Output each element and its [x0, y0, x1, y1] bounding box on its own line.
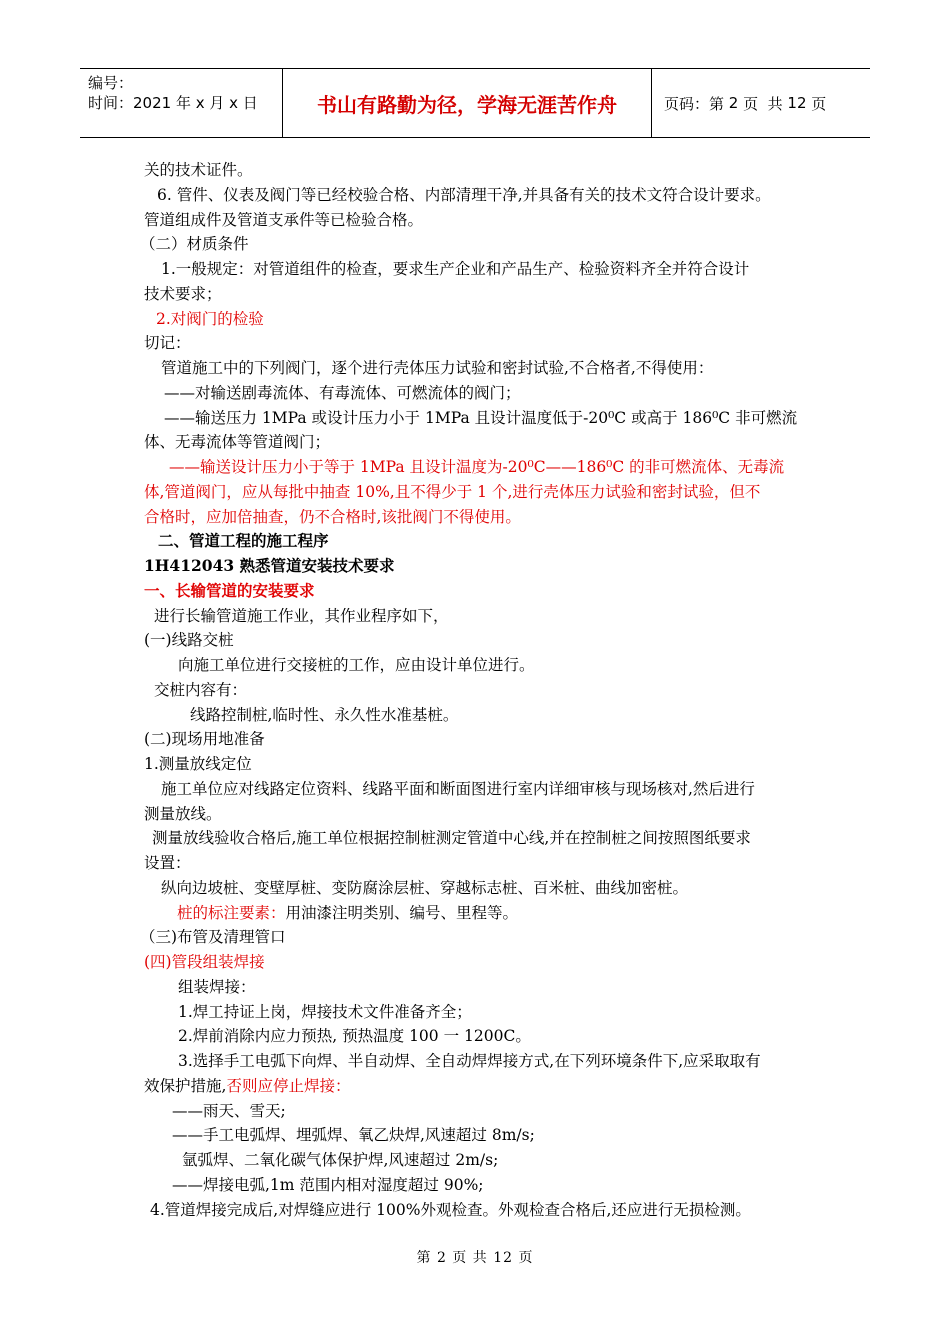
- text-line: 管道组成件及管道支承件等已检验合格。: [144, 210, 424, 229]
- doc-number-label: 编号：: [88, 74, 134, 92]
- text-line: 测量放线验收合格后,施工单位根据控制桩测定管道中心线,并在控制桩之间按照图纸要求: [152, 829, 751, 848]
- text-line: 1.焊工持证上岗，焊接技术文件准备齐全；: [178, 1002, 472, 1021]
- text-line: 交桩内容有：: [154, 680, 248, 699]
- text-span: 效保护措施,: [144, 1076, 227, 1095]
- header-motto: 书山有路勤为径，学海无涯苦作舟: [282, 69, 652, 137]
- section-heading: （二）材质条件: [140, 235, 249, 254]
- red-bold-heading: 一、长输管道的安装要求: [144, 580, 315, 600]
- red-span: 否则应停止焊接：: [226, 1076, 351, 1095]
- text-line: 设置：: [144, 854, 191, 872]
- bold-heading: 二、管道工程的施工程序: [158, 531, 329, 551]
- red-heading: (四)管段组装焊接: [144, 953, 265, 971]
- doc-time-label: 时间：2021 年 x 月 x 日: [88, 94, 258, 112]
- page-suffix: 页: [806, 94, 827, 113]
- text-line: 向施工单位进行交接桩的工作，应由设计单位进行。: [178, 656, 535, 674]
- text-line: 6. 管件、仪表及阀门等已经校验合格、内部清理干净,并具备有关的技术文符合设计要求。: [157, 185, 771, 204]
- page-total: 12: [787, 94, 807, 112]
- section-heading: （三)布管及清理管口: [140, 928, 286, 947]
- header-page-info: [652, 69, 870, 137]
- footer-page-total: 12: [493, 1250, 514, 1266]
- header-meta: [80, 69, 282, 137]
- text-line: ——输送压力 1MPa 或设计压力小于 1MPa 且设计温度低于-20⁰C 或高于 186⁰C 非可燃流: [164, 408, 798, 427]
- text-span: 用油漆注明类别、编号、里程等。: [285, 903, 519, 922]
- text-line: ——手工电弧焊、埋弧焊、氧乙炔焊,风速超过 8m/s;: [172, 1126, 535, 1145]
- footer-suffix: 页: [513, 1250, 534, 1266]
- footer-mid: 页 共: [446, 1250, 494, 1266]
- text-line: 3.选择手工电弧下向焊、半自动焊、全自动焊焊接方式,在下列环境条件下,应采取取有: [178, 1052, 761, 1070]
- text-line: 切记：: [144, 334, 191, 353]
- red-text-line: ——输送设计压力小于等于 1MPa 且设计温度为-20⁰C——186⁰C 的非可燃流体、无毒流: [169, 458, 785, 476]
- red-label: 桩的标注要素：: [177, 903, 286, 922]
- red-text-line: 体,管道阀门，应从每批中抽查 10%,且不得少于 1 个,进行壳体压力试验和密封试验，但不: [144, 482, 761, 501]
- text-line: 关的技术证件。: [144, 161, 253, 179]
- section-heading: (一)线路交桩: [144, 631, 234, 650]
- footer-page-number: 2: [436, 1250, 447, 1266]
- page-header: [80, 68, 870, 138]
- text-line: 4.管道焊接完成后,对焊缝应进行 100%外观检查。外观检查合格后,还应进行无损检测。: [150, 1200, 751, 1219]
- text-line: 1.测量放线定位: [144, 755, 252, 773]
- red-heading: 2.对阀门的检验: [156, 309, 264, 328]
- text-line: ——对输送剧毒流体、有毒流体、可燃流体的阀门；: [164, 383, 521, 402]
- mixed-text-line: [144, 1074, 816, 1099]
- section-heading: (二)现场用地准备: [144, 730, 265, 749]
- text-line: 测量放线。: [144, 804, 222, 823]
- mixed-text-line: [177, 901, 816, 926]
- text-line: ——雨天、雪天;: [172, 1101, 286, 1120]
- text-line: 施工单位应对线路定位资料、线路平面和断面图进行室内详细审核与现场核对,然后进行: [161, 779, 755, 798]
- text-line: 进行长输管道施工作业，其作业程序如下，: [154, 606, 449, 625]
- page-footer: [0, 1247, 950, 1267]
- page-mid: 页 共: [738, 94, 788, 113]
- text-line: 组装焊接：: [178, 977, 256, 996]
- text-line: 氩弧焊、二氧化碳气体保护焊,风速超过 2m/s;: [182, 1151, 499, 1169]
- text-line: ——焊接电弧,1m 范围内相对湿度超过 90%;: [172, 1175, 484, 1194]
- text-line: 1.一般规定：对管道组件的检查，要求生产企业和产品生产、检验资料齐全并符合设计: [161, 260, 750, 278]
- text-line: 2.焊前消除内应力预热, 预热温度 100 一 1200C。: [178, 1027, 531, 1046]
- page-prefix: 页码：第: [664, 94, 729, 113]
- text-line: 体、无毒流体等管道阀门；: [144, 433, 331, 452]
- footer-prefix: 第: [416, 1250, 437, 1266]
- page-number: 2: [728, 94, 739, 112]
- red-text-line: 合格时，应加倍抽查，仍不合格时,该批阀门不得使用。: [144, 507, 521, 526]
- text-line: 技术要求；: [144, 284, 222, 303]
- text-line: 纵向边坡桩、变壁厚桩、变防腐涂层桩、穿越标志桩、百米桩、曲线加密桩。: [161, 878, 689, 897]
- text-line: 管道施工中的下列阀门，逐个进行壳体压力试验和密封试验,不合格者,不得使用：: [161, 359, 714, 377]
- bold-heading: 1H412043 熟悉管道安装技术要求: [144, 556, 395, 575]
- text-line: 线路控制桩,临时性、永久性水准基桩。: [190, 705, 459, 724]
- document-body: [140, 158, 816, 1222]
